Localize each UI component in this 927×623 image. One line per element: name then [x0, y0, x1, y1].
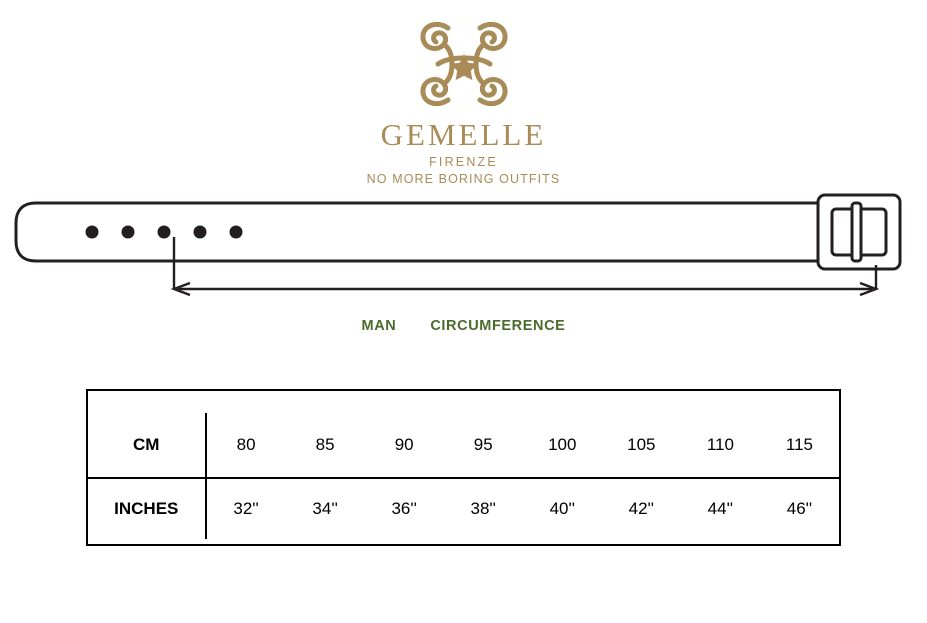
table-row-inches	[88, 478, 839, 539]
cell-inches-4: 40''	[549, 499, 575, 518]
ornamental-monogram-logo-icon	[0, 16, 927, 117]
cell-cm-3: 95	[444, 413, 523, 478]
cell-cm-4: 100	[523, 413, 602, 478]
cell-cm-7: 115	[760, 413, 839, 478]
brand-tagline: NO MORE BORING OUTFITS	[366, 171, 561, 186]
row-label-inches: INCHES	[88, 478, 206, 539]
brand-name: GEMELLE	[380, 117, 547, 152]
cell-cm-5: 105	[602, 413, 681, 478]
cell-inches-0: 32''	[233, 499, 259, 518]
cell-cm-2: 90	[365, 413, 444, 478]
belt-buckle-shape	[818, 195, 900, 269]
cell-cm-0: 80	[206, 413, 286, 478]
measurement-caption-circumference: CIRCUMFERENCE	[430, 318, 566, 334]
cell-inches-7: 46''	[786, 499, 813, 518]
table-top-spacer	[88, 391, 839, 413]
cell-inches-1: 34''	[312, 499, 338, 518]
brand-header	[0, 16, 927, 186]
cell-cm-1: 85	[286, 413, 365, 478]
size-chart-table	[86, 389, 841, 546]
brand-city: FIRENZE	[429, 154, 498, 169]
row-label-cm: CM	[88, 413, 206, 478]
measurement-caption	[0, 318, 927, 334]
measurement-caption-man: MAN	[361, 318, 397, 334]
cell-cm-6: 110	[681, 413, 760, 478]
table-row-cm	[88, 413, 839, 478]
table-bottom-spacer	[88, 539, 839, 561]
cell-inches-6: 44''	[707, 499, 734, 518]
cell-inches-3: 38''	[470, 499, 496, 518]
belt-strap-shape	[16, 203, 820, 261]
cell-inches-5: 42''	[628, 499, 655, 518]
cell-inches-2: 36''	[391, 499, 417, 518]
